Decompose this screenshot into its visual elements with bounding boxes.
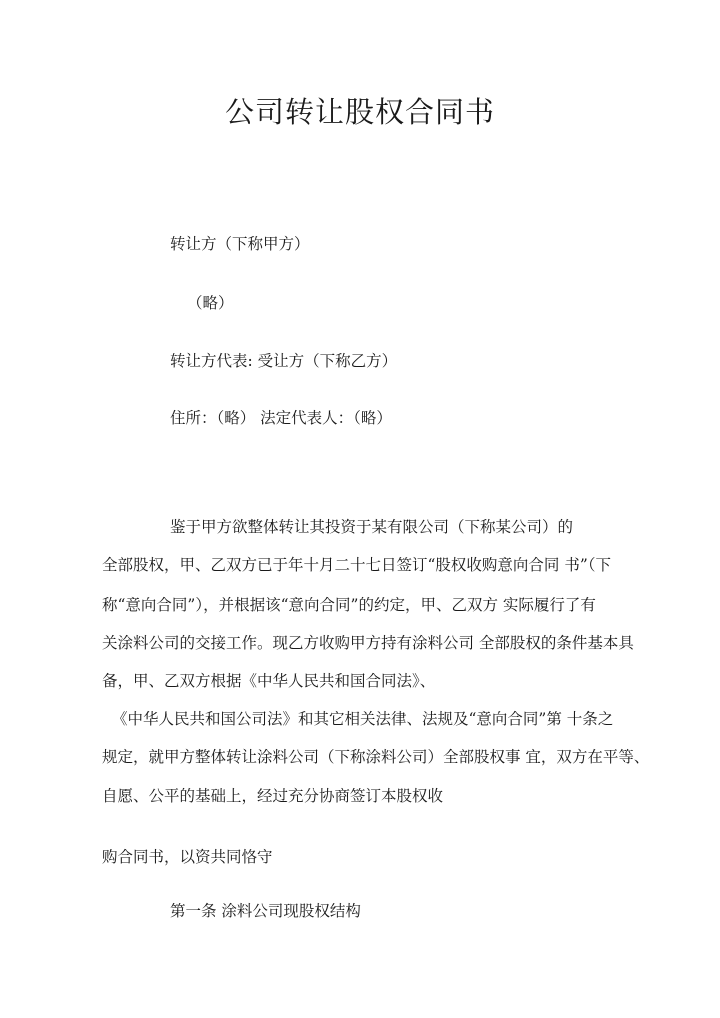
transferor-detail-line: （略） xyxy=(187,294,234,312)
article-1-heading: 第一条 涂料公司现股权结构 xyxy=(170,902,361,920)
preamble-line-4: 关涂料公司的交接工作。现乙方收购甲方持有涂料公司 全部股权的条件基本具 xyxy=(102,634,634,652)
document-title: 公司转让股权合同书 xyxy=(224,95,495,129)
preamble-line-2: 全部股权，甲、乙双方已于年十月二十七日签订“股权收购意向合同 书”（下 xyxy=(102,556,612,574)
representative-transferee-line: 转让方代表: 受让方（下称乙方） xyxy=(170,352,398,370)
preamble-line-5: 备，甲、乙双方根据《中华人民共和国合同法》、 xyxy=(102,672,436,690)
preamble-line-3: 称“意向合同”），并根据该“意向合同”的约定，甲、乙双方 实际履行了有 xyxy=(102,596,596,614)
transferor-line: 转让方（下称甲方） xyxy=(170,235,310,253)
preamble-line-7: 规定，就甲方整体转让涂料公司（下称涂料公司）全部股权事 宜，双方在平等、 xyxy=(102,748,650,766)
preamble-line-1: 鉴于甲方欲整体转让其投资于某有限公司（下称某公司）的 xyxy=(170,518,574,536)
preamble-end-line: 购合同书，以资共同恪守 xyxy=(102,848,273,866)
address-line: 住所：（略） 法定代表人：（略） xyxy=(170,409,392,427)
preamble-line-8: 自愿、公平的基础上，经过充分协商签订本股权收 xyxy=(102,787,444,805)
preamble-line-6: 《中华人民共和国公司法》和其它相关法律、法规及“意向合同”第 十条之 xyxy=(112,710,614,728)
